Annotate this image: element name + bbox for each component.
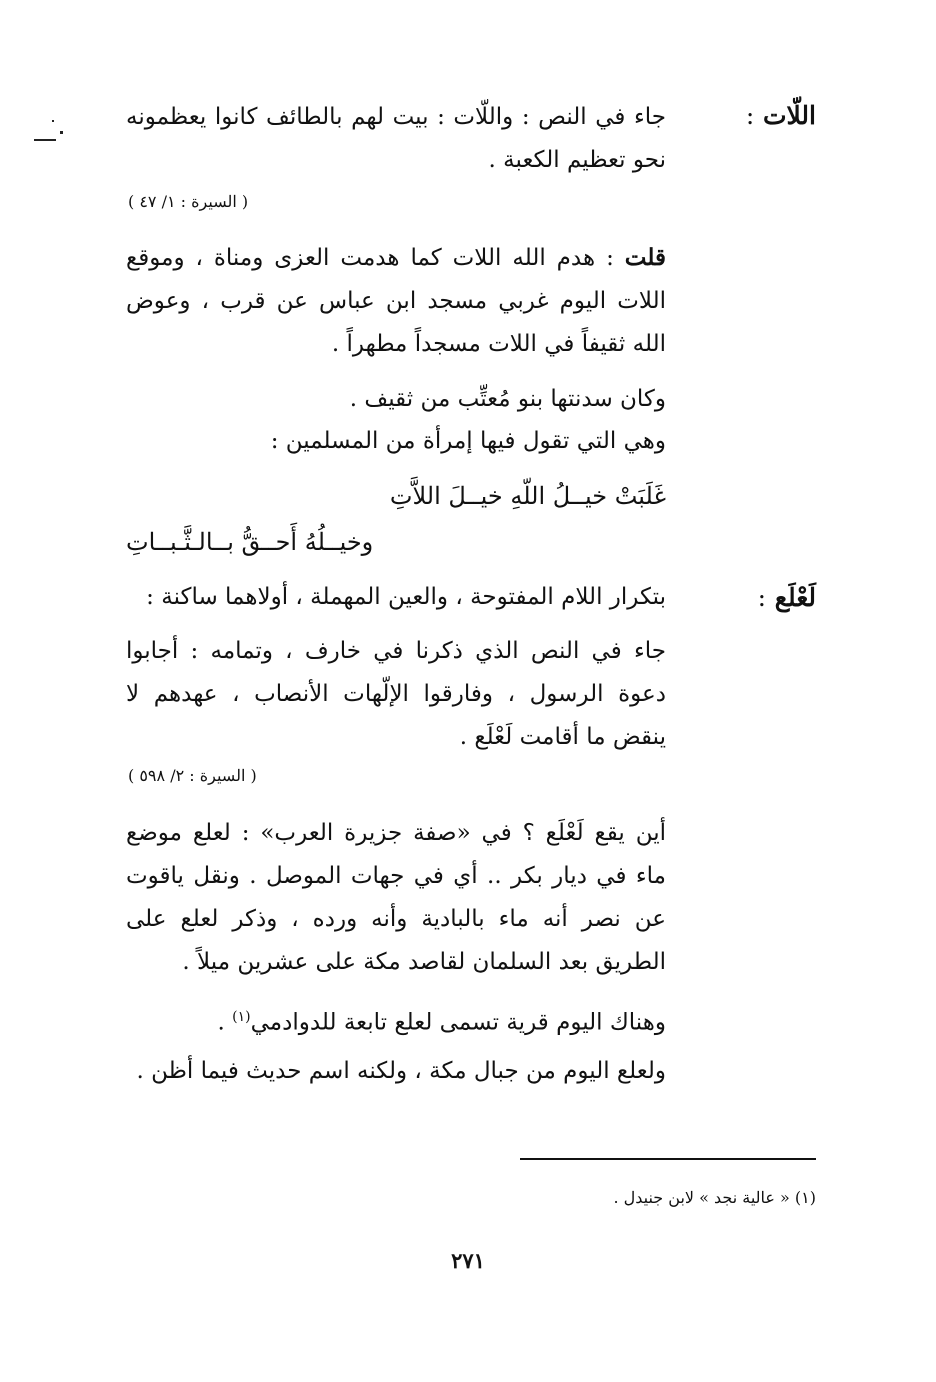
- laala-village: [126, 996, 666, 1045]
- term-text: اللّات: [762, 101, 816, 130]
- entry-term-allat: [706, 94, 816, 138]
- laala-citation: ( السيرة : ٢/ ٥٩٨ ): [128, 766, 257, 785]
- allat-woman: [126, 420, 666, 463]
- village-text: وهناك اليوم قرية تسمى لعلع تابعة للدوادمي: [250, 1009, 666, 1036]
- laala-where: [126, 812, 666, 984]
- margin-mark: [34, 139, 56, 141]
- qult-word: قلت: [624, 244, 666, 271]
- term-separator: :: [745, 101, 755, 130]
- laala-pronunciation: [126, 576, 666, 619]
- allat-quote: [126, 96, 666, 182]
- allat-citation: ( السيرة : ١/ ٤٧ ): [128, 192, 249, 211]
- page-number: ٢٧١: [451, 1248, 485, 1273]
- entry-term-laala: [706, 576, 816, 620]
- footnote-ref[interactable]: (١): [232, 1009, 251, 1025]
- allat-verse: [126, 473, 666, 565]
- qult-text: : هدم الله اللات كما هدمت العزى ومناة ، وموقع اللات اليوم غربي مسجد ابن عباس عن قرب ، وعوض الله ثقيفاً في اللات مسجداً مطهراً .: [126, 245, 666, 357]
- allat-sadana-text: وكان سدنتها بنو مُعتِّب من ثقيف .: [349, 386, 666, 412]
- footnote-rule: [520, 1158, 816, 1160]
- laala-quote-text: جاء في النص الذي ذكرنا في خارف ، وتمامه : أجابوا دعوة الرسول ، وفارقوا الإلّهات الأنصاب ، عهدهم لا ينقض ما أقامت لَعْلَع .: [126, 638, 666, 750]
- laala-village-paragraph: [126, 996, 666, 1045]
- allat-qult-paragraph: [126, 236, 666, 366]
- laala-where-text: أين يقع لَعْلَع ؟ في «صفة جزيرة العرب» : لعلع موضع ماء في ديار بكر .. أي في جهات الموصل . ونقل ياقوت عن نصر أنه ماء بالبادية وأنه ورده ، وذكر لعلع على الطريق بعد السلمان لقاصد مكة على عشرين ميلاً .: [126, 820, 666, 975]
- laala-pronunciation-text: بتكرار اللام المفتوحة ، والعين المهملة ، أولاهما ساكنة :: [146, 584, 666, 610]
- term-text: لَعْلَع: [774, 583, 816, 612]
- allat-qult: [126, 236, 666, 366]
- allat-woman-text: وهي التي تقول فيها إمرأة من المسلمين :: [270, 428, 666, 454]
- term-separator: :: [757, 583, 767, 612]
- village-end: .: [217, 1009, 233, 1036]
- margin-mark-dot: [60, 131, 63, 134]
- laala-quote: [126, 630, 666, 759]
- laala-mountains: [126, 1050, 666, 1093]
- footnote: (١) « عالية نجد » لابن جنيدل .: [613, 1188, 816, 1207]
- laala-mountains-text: ولعلع اليوم من جبال مكة ، ولكنه اسم حديث فيما أظن .: [136, 1058, 666, 1084]
- margin-mark-dot: [52, 120, 54, 122]
- verse-hemistich-1: غَلَبَتْ خيــلُ اللّهِ خيــلَ اللاَّتِ: [389, 482, 666, 510]
- allat-sadana: [126, 378, 666, 421]
- allat-quote-text: جاء في النص : واللّات : بيت لهم بالطائف كانوا يعظمونه نحو تعظيم الكعبة .: [126, 104, 666, 173]
- verse-hemistich-2: وخيــلُهُ أَحــقُّ بــالـثَّـبــاتِ: [126, 528, 374, 556]
